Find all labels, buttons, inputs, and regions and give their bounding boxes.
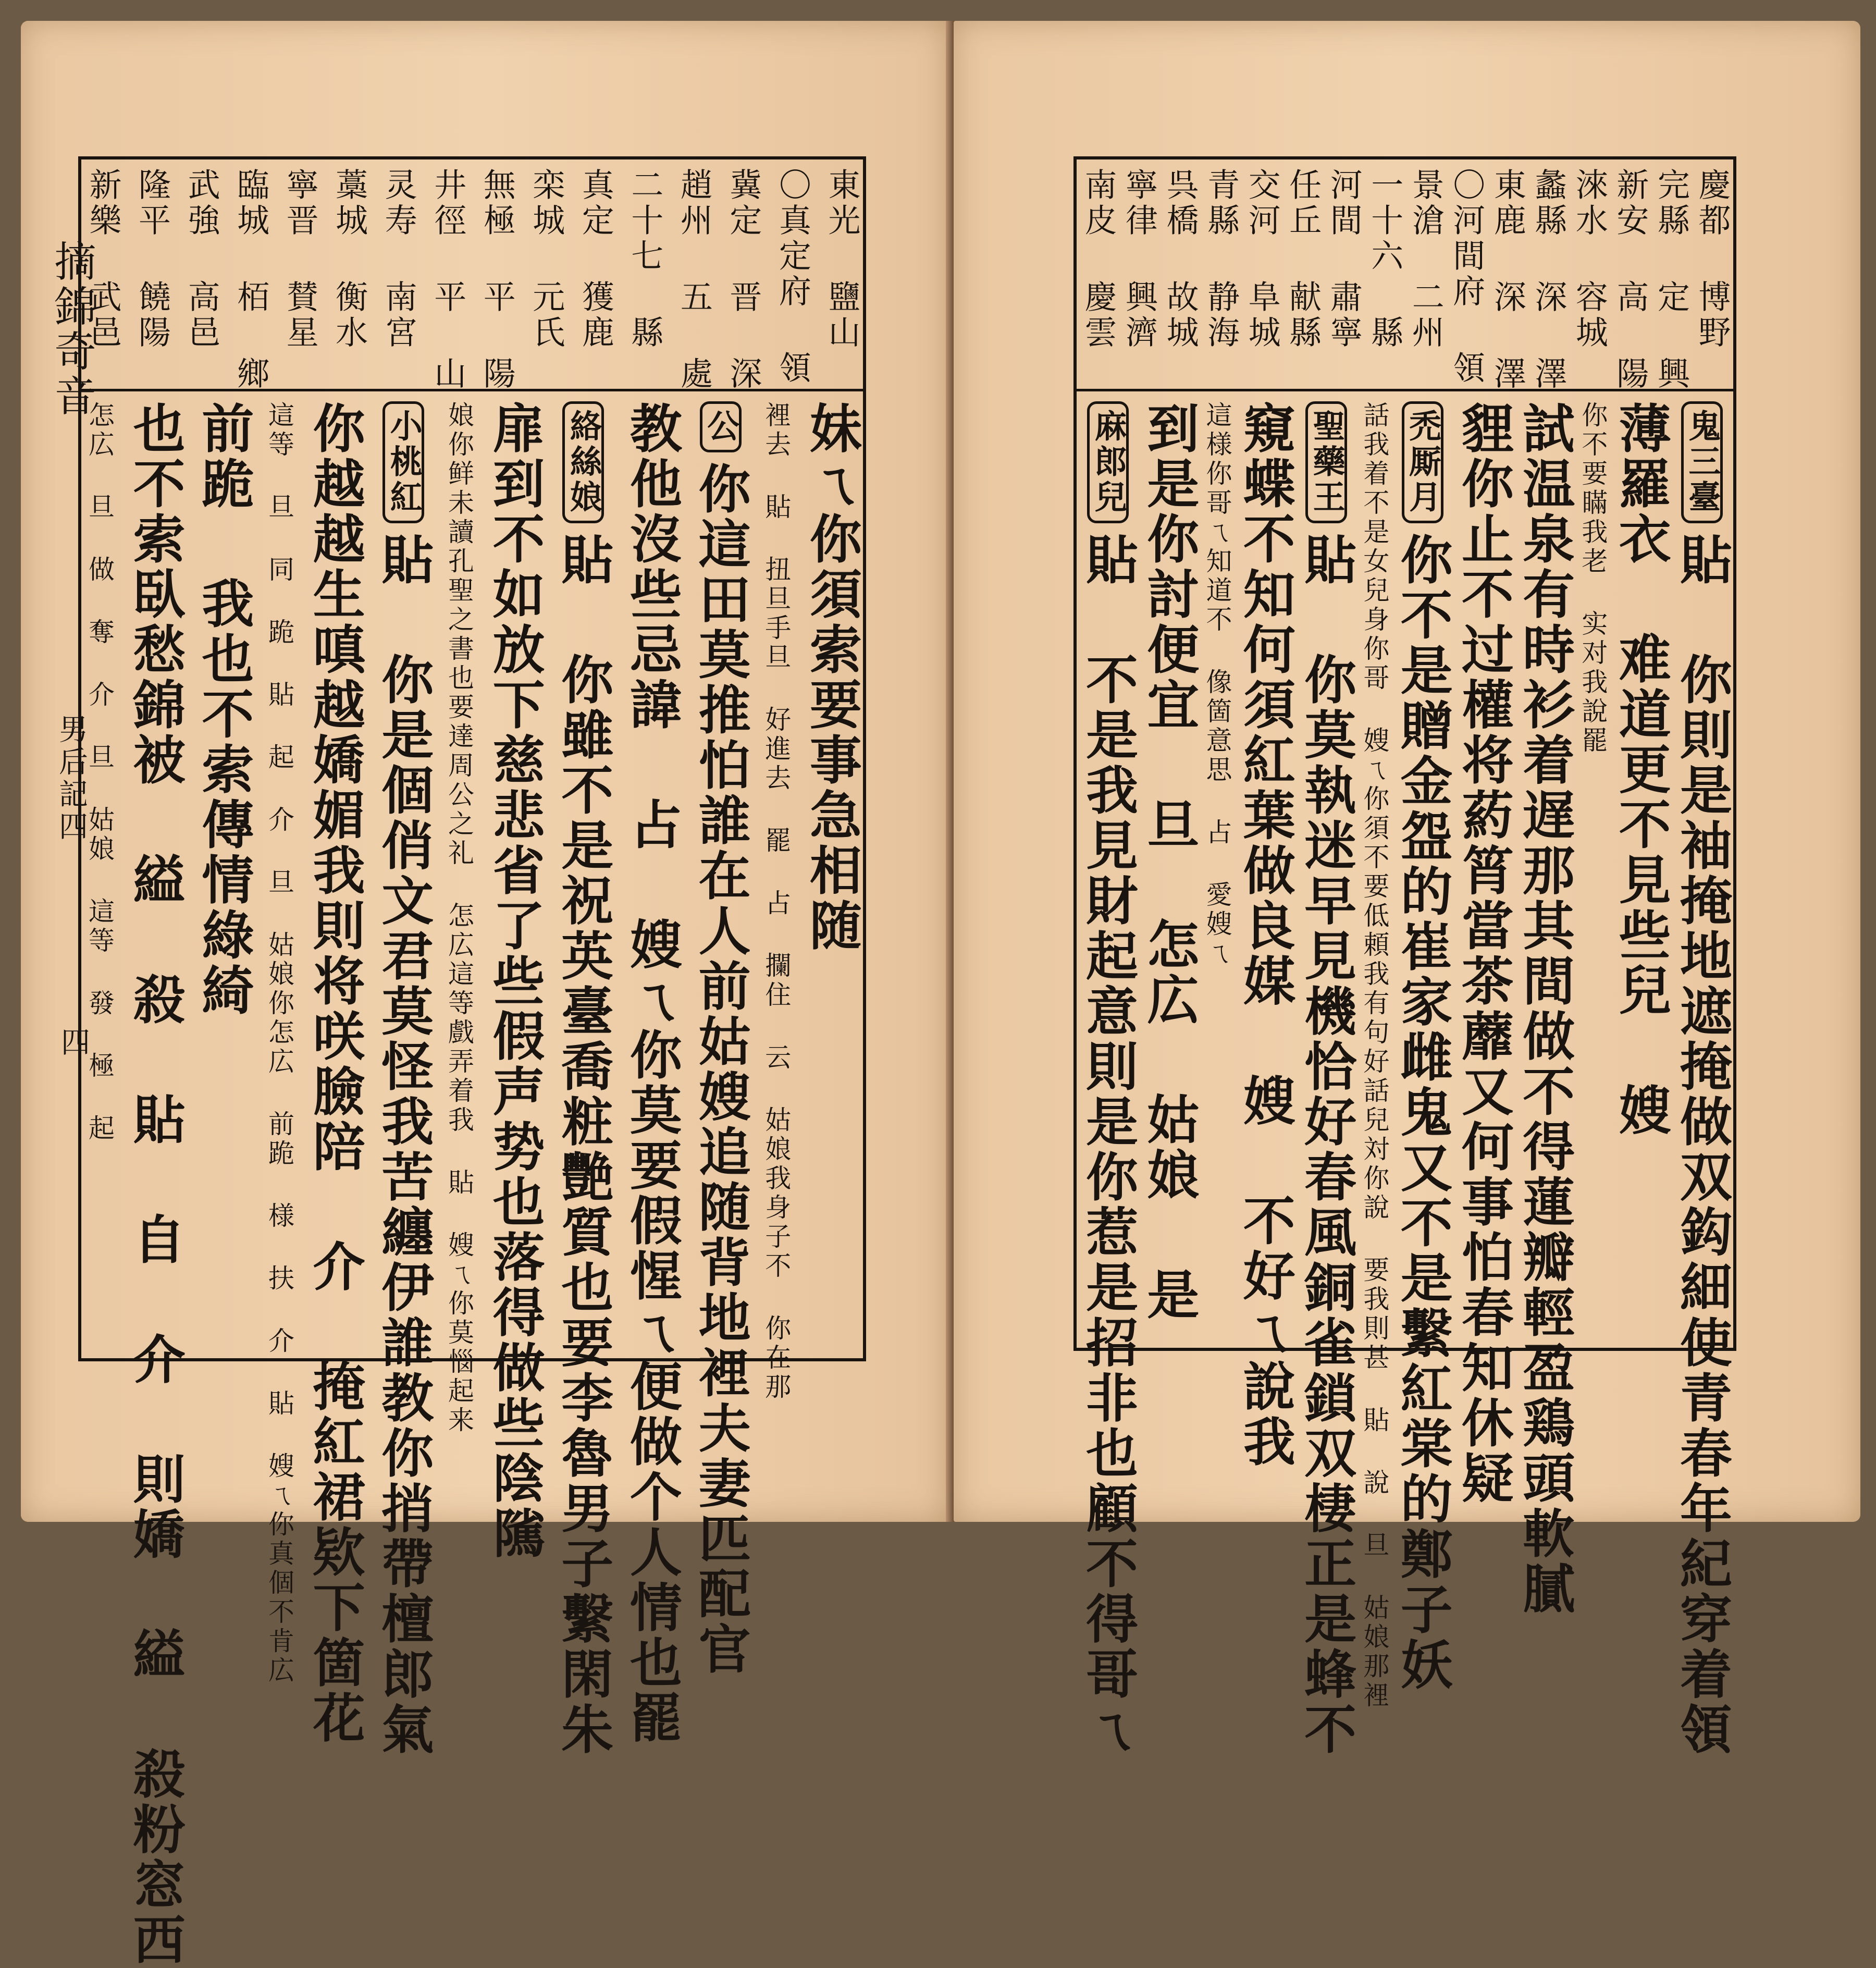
band-column: 冀定 晋 深: [724, 168, 762, 392]
band-column: 任丘 献縣: [1283, 168, 1322, 351]
tune-column: [689, 401, 751, 1677]
band-column: 淶水 容城: [1570, 168, 1609, 351]
annotation-column: 你不要瞞我老 实对我說罷: [1577, 401, 1608, 756]
right-text-frame: [1073, 156, 1736, 1757]
margin-title: 摘錦奇音: [47, 240, 96, 419]
tune-title-tag: 麻郎兒: [1087, 401, 1129, 523]
tune-column: [1295, 401, 1357, 1757]
band-column: 新安 高 陽: [1611, 168, 1649, 392]
band-column: 青縣 静海: [1202, 168, 1240, 351]
left-band-columns: [84, 168, 861, 392]
annotation-column: 裡去 貼 扭旦手旦 好進去 罷 占 攔住 云 姑娘我身子不 你在那: [761, 401, 792, 1402]
band-column: 東鹿 深 澤: [1488, 168, 1527, 392]
tune-column: [1391, 401, 1453, 1693]
column-text: 貼 你是個俏文君莫怪我苦纏伊誰教你捎帶檀郎氣: [373, 533, 435, 1757]
lyric-column: 窺蝶不知何須紅葉做良媒 嫂 不好ㄟ說我: [1234, 401, 1296, 1470]
annotation-column: 這様你哥ㄟ知道不 像箇意思 占 愛嫂ㄟ: [1202, 401, 1232, 968]
right-body-columns: [1077, 401, 1733, 1757]
band-column: 〇河間府 領: [1447, 168, 1486, 386]
band-column: 隆平 饒陽: [133, 168, 171, 351]
band-column: 井徑 平 山: [428, 168, 467, 392]
left-body-columns: [84, 401, 862, 1968]
column-text: 你這田莫推怕誰在人前姑嫂追随背地裡夫妻匹配官: [689, 462, 751, 1677]
lyric-column: 也不索臥愁錦被 縊 殺 貼 自 介 則嬌 縊 殺粉窓西: [124, 401, 186, 1968]
lyric-column: 你越越生嗔越嬌媚我則将咲臉陪 介 掩紅裙欵下箇花: [304, 401, 366, 1746]
annotation-column: 娘你鲜未讀孔聖之書也要達周公之礼 怎広這等戲弄着我 貼 嫂ㄟ你莫惱起来: [443, 401, 474, 1435]
band-column: 河間 肅寧: [1325, 168, 1363, 351]
column-text: 你不是贈金盌的崔家雌鬼又不是繫紅棠的鄭子妖: [1391, 533, 1453, 1693]
tune-title-tag: 鬼三臺: [1681, 401, 1723, 523]
annotation-column: 怎広 旦 做 奪 介 旦 姑娘 這等 發 極 起: [84, 401, 115, 1143]
tune-title-tag: 公: [700, 401, 742, 452]
band-column: 武強 高邑: [182, 168, 221, 351]
band-column: 藁城 衡水: [330, 168, 368, 351]
tune-column: [373, 401, 435, 1757]
column-text: 貼 你莫執迷早見機恰好春風銅雀鎖双棲正是蜂不: [1295, 533, 1357, 1757]
left-text-frame: [78, 156, 866, 1968]
lyric-column: 前跪 我也不索傳情綠綺: [193, 401, 255, 1018]
tune-column: [1077, 401, 1139, 1757]
band-column: 趙州 五 處: [675, 168, 713, 392]
lyric-column: 妹ㄟ你須索要事急相随: [800, 401, 862, 954]
column-text: 貼 你則是袖掩地遮掩做双鈎細使青春年紀穿着領: [1671, 533, 1733, 1757]
band-column: 慶都 博野: [1693, 168, 1731, 351]
lyric-column: 教他沒些忌諱 占 嫂ㄟ你莫要假惺ㄟ便做个人情也罷: [621, 401, 683, 1746]
lyric-column: 到是你討便宜 旦 怎広 姑娘 是: [1138, 401, 1200, 1323]
band-column: 完縣 定 興: [1652, 168, 1690, 392]
tune-column: [552, 401, 614, 1757]
lyric-column: 貍你止不过權将葯筲當茶蘼又何事怕春知休疑: [1452, 401, 1514, 1506]
band-column: 東光 鹽山: [822, 168, 861, 351]
lyric-column: 薄羅衣 难道更不見些兒 嫂: [1610, 401, 1672, 1138]
band-column: 新樂 武邑: [84, 168, 122, 351]
left-page: [21, 21, 948, 1968]
tune-column: [1671, 401, 1733, 1757]
column-text: 貼 你雖不是祝英臺喬粧艷質也要李魯男子繫閑朱: [552, 533, 614, 1757]
column-text: 貼 不是我見財起意則是你惹是招非也顧不得哥ㄟ: [1077, 533, 1139, 1757]
left-top-band: [81, 159, 863, 391]
annotation-column: 這等 旦 同 跪 貼 起 介 旦 姑娘你怎広 前跪 様 扶 介 貼 嫂ㄟ你真個不肯広: [264, 401, 294, 1686]
right-top-band: [1077, 159, 1733, 391]
tune-title-tag: 禿厮月: [1402, 401, 1443, 523]
lyric-column: 扉到不如放下慈悲省了些假声势也落得做些陰隲: [484, 401, 546, 1561]
band-column: 一十六 縣: [1365, 168, 1404, 351]
band-column: 栾城 元氏: [527, 168, 565, 351]
band-column: 呉橋 故城: [1161, 168, 1200, 351]
tune-title-tag: 小桃紅: [382, 401, 424, 523]
margin-page-number: 四: [56, 1027, 90, 1059]
band-column: 蠡縣 深 澤: [1529, 168, 1568, 392]
tune-title-tag: 絡絲娘: [562, 401, 604, 523]
lyric-column: 試温泉有時衫着遅那其間做不得蓮瓣輕盈鶏頭軟膩: [1514, 401, 1576, 1617]
band-column: 二十七 縣: [625, 168, 664, 351]
band-column: 南皮 慶雲: [1079, 168, 1117, 351]
band-column: 寧律 興濟: [1120, 168, 1158, 351]
band-column: 無極 平 陽: [478, 168, 516, 392]
band-column: 真定 獲鹿: [576, 168, 615, 351]
margin-section: 男后記四: [54, 714, 88, 843]
right-page: [954, 21, 1860, 1757]
band-column: 寧晋 賛星: [281, 168, 319, 351]
band-column: 景滄 二州: [1406, 168, 1445, 351]
band-column: 交河 阜城: [1243, 168, 1281, 351]
right-band-columns: [1079, 168, 1731, 392]
band-column: 灵寿 南宮: [379, 168, 418, 351]
tune-title-tag: 聖藥王: [1305, 401, 1347, 523]
annotation-column: 話我着不是女兒身你哥 嫂ㄟ你須不要低頼我有句好話兒対你說 要我則甚 貼 說 旦 姑娘那裡: [1359, 401, 1390, 1711]
band-column: 臨城 栢 鄉: [231, 168, 270, 392]
band-column: 〇真定府 領: [773, 168, 812, 386]
